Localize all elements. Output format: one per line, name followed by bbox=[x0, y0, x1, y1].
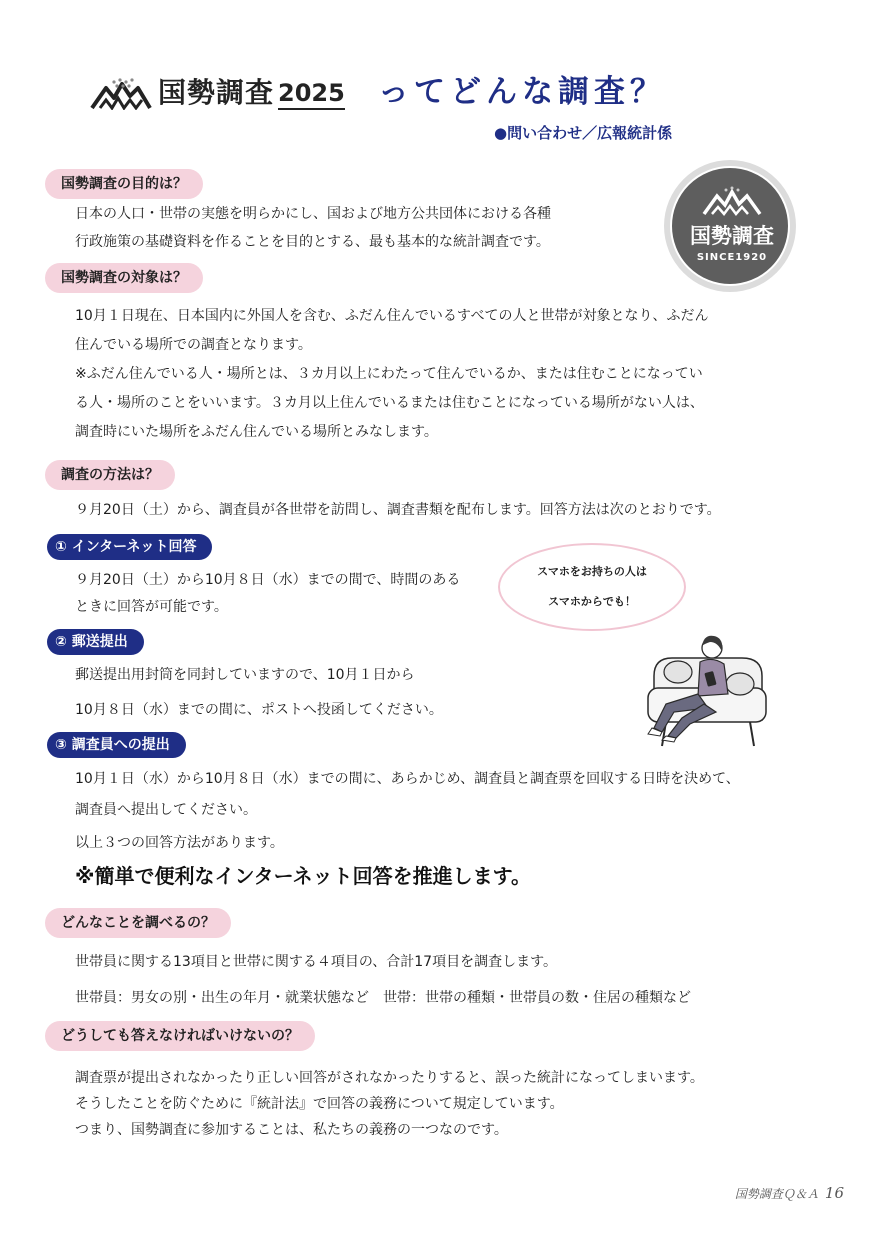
target-line-5: 調査時にいた場所をふだん住んでいる場所とみなします。 bbox=[75, 424, 438, 440]
duty-line-1: 調査票が提出されなかったり正しい回答がされなかったりすると、誤った統計になってしまいます。 bbox=[75, 1070, 704, 1086]
mail-line-2: 10月８日（水）までの間に、ポストへ投函してください。 bbox=[75, 702, 443, 718]
label-internet-answer: ① インターネット回答 bbox=[47, 534, 212, 560]
woman-on-sofa-illustration bbox=[642, 628, 772, 750]
duty-line-3: つまり、国勢調査に参加することは、私たちの義務の一つなのです。 bbox=[75, 1122, 508, 1138]
footer-label: 国勢調査Ｑ＆Ａ bbox=[734, 1187, 819, 1201]
items-line-2: 世帯員：男女の別・出生の年月・就業状態など 世帯：世帯の種類・世帯員の数・住居の種類など bbox=[75, 990, 691, 1006]
heading-method: 調査の方法は？ bbox=[45, 460, 175, 490]
target-line-2: 住んでいる場所での調査となります。 bbox=[75, 337, 312, 353]
surveyor-line-3: 以上３つの回答方法があります。 bbox=[75, 835, 284, 851]
label-mail-submission: ② 郵送提出 bbox=[47, 629, 144, 655]
badge-mountain-icon bbox=[702, 186, 762, 216]
internet-promotion-emphasis: ※簡単で便利なインターネット回答を推進します。 bbox=[75, 864, 532, 888]
mountain-logo-icon bbox=[90, 76, 152, 110]
logo-year: 2025 bbox=[278, 78, 345, 110]
page-footer bbox=[735, 1184, 844, 1202]
surveyor-line-1: 10月１日（水）から10月８日（水）までの間に、あらかじめ、調査員と調査票を回収する日時を決めて、 bbox=[75, 771, 740, 787]
purpose-line-1: 日本の人口・世帯の実態を明らかにし、国および地方公共団体における各種 bbox=[75, 206, 551, 222]
surveyor-line-2: 調査員へ提出してください。 bbox=[75, 802, 257, 818]
page-headline: ってどんな調査？ bbox=[378, 74, 666, 110]
badge-since: SINCE1920 bbox=[696, 252, 768, 263]
badge-name: 国勢調査 bbox=[690, 224, 774, 248]
page-number: 16 bbox=[824, 1184, 844, 1202]
mail-line-1: 郵送提出用封筒を同封していますので、10月１日から bbox=[75, 667, 415, 683]
internet-line-2: ときに回答が可能です。 bbox=[75, 599, 228, 615]
bubble-line-1: スマホをお持ちの人は bbox=[537, 565, 647, 578]
badge-inner-circle bbox=[670, 166, 790, 286]
speech-bubble bbox=[498, 543, 686, 631]
method-intro: ９月20日（土）から、調査員が各世帯を訪問し、調査書類を配布します。回答方法は次のとおりです。 bbox=[75, 502, 721, 518]
survey-logo bbox=[90, 68, 345, 110]
items-line-1: 世帯員に関する13項目と世帯に関する４項目の、合計17項目を調査します。 bbox=[75, 954, 557, 970]
heading-items: どんなことを調べるの？ bbox=[45, 908, 231, 938]
heading-target: 国勢調査の対象は？ bbox=[45, 263, 203, 293]
bubble-line-2: スマホからでも！ bbox=[548, 595, 636, 608]
heading-duty: どうしても答えなければいけないの？ bbox=[45, 1021, 315, 1051]
purpose-line-2: 行政施策の基礎資料を作ることを目的とする、最も基本的な統計調査です。 bbox=[75, 234, 550, 250]
label-surveyor-submission: ③ 調査員への提出 bbox=[47, 732, 186, 758]
target-line-4: る人・場所のことをいいます。３カ月以上住んでいるまたは住むことになっている場所がない人は、 bbox=[75, 395, 704, 411]
target-line-3: ※ふだん住んでいる人・場所とは、３カ月以上にわたって住んでいるか、または住むことになってい bbox=[75, 366, 703, 382]
logo-text: 国勢調査 bbox=[158, 76, 275, 109]
duty-line-2: そうしたことを防ぐために『統計法』で回答の義務について規定しています。 bbox=[75, 1096, 564, 1112]
internet-line-1: ９月20日（土）から10月８日（水）までの間で、時間のある bbox=[75, 572, 461, 588]
heading-purpose: 国勢調査の目的は？ bbox=[45, 169, 203, 199]
target-line-1: 10月１日現在、日本国内に外国人を含む、ふだん住んでいるすべての人と世帯が対象となり、ふだん bbox=[75, 308, 709, 324]
survey-badge bbox=[664, 160, 796, 292]
inquiry-contact: ●問い合わせ／広報統計係 bbox=[494, 124, 673, 142]
